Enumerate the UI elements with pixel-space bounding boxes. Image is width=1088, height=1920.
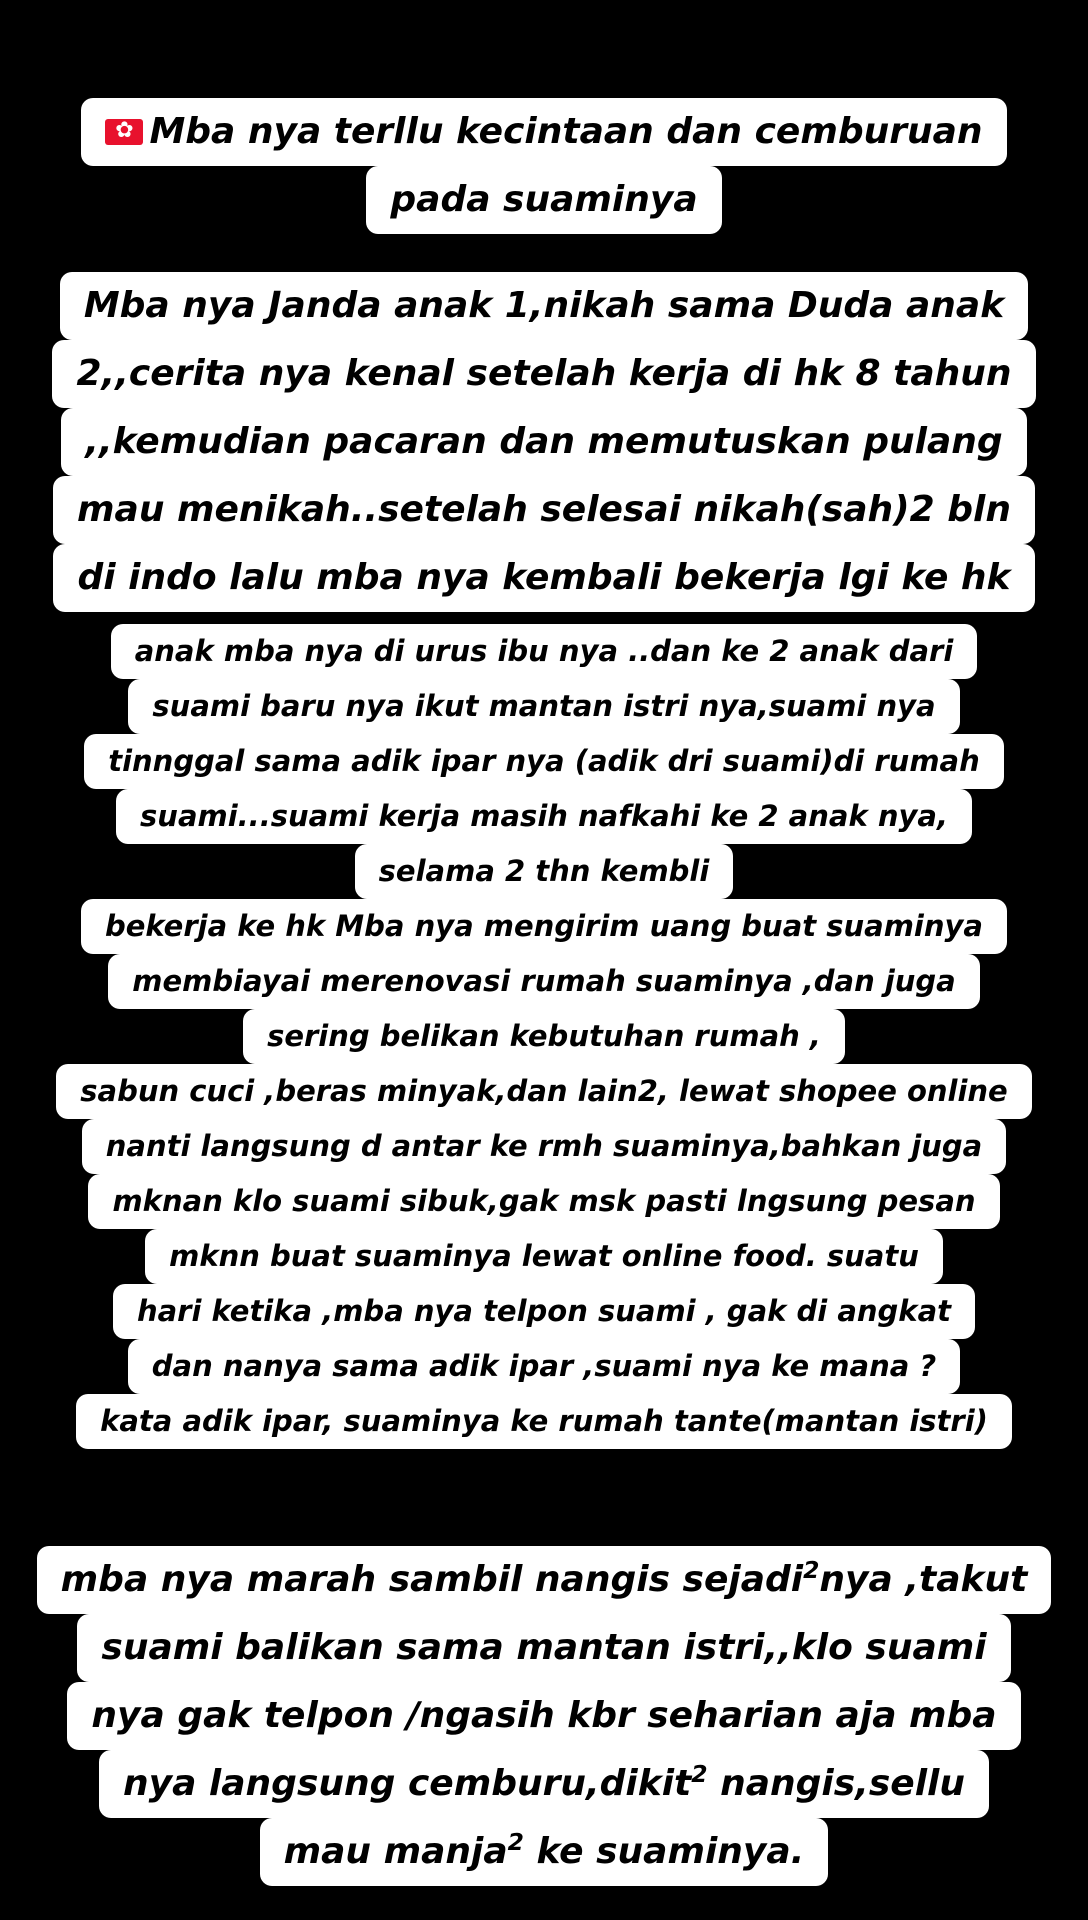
paragraph-1-line: Mba nya Janda anak 1,nikah sama Duda anak (60, 272, 1028, 340)
paragraph-1 (0, 272, 1088, 612)
paragraph-2-line: anak mba nya di urus ibu nya ..dan ke 2 anak dari (111, 624, 978, 679)
paragraph-2-line: mknan klo suami sibuk,gak msk pasti lngsung pesan (88, 1174, 999, 1229)
paragraph-2-line: hari ketika ,mba nya telpon suami , gak di angkat (113, 1284, 975, 1339)
paragraph-3-text: nangis,sellu (707, 1763, 965, 1804)
paragraph-3-line: nya gak telpon /ngasih kbr seharian aja mba (67, 1682, 1020, 1750)
paragraph-3-line (37, 1546, 1052, 1614)
paragraph-2-line: tinnggal sama adik ipar nya (adik dri suami)di rumah (84, 734, 1004, 789)
paragraph-1-line: mau menikah..setelah selesai nikah(sah)2 bln (53, 476, 1035, 544)
hong-kong-flag-icon (105, 119, 143, 145)
paragraph-2-line: sering belikan kebutuhan rumah , (243, 1009, 845, 1064)
paragraph-2-line: membiayai merenovasi rumah suaminya ,dan juga (108, 954, 980, 1009)
paragraph-2 (0, 624, 1088, 1449)
superscript-two: 2 (507, 1828, 524, 1856)
paragraph-1-line: di indo lalu mba nya kembali bekerja lgi ke hk (53, 544, 1034, 612)
paragraph-2-line: nanti langsung d antar ke rmh suaminya,bahkan juga (82, 1119, 1007, 1174)
paragraph-2-line: selama 2 thn kembli (355, 844, 734, 899)
superscript-two: 2 (803, 1556, 820, 1584)
paragraph-3-text: nya ,takut (819, 1559, 1028, 1600)
paragraph-3-text: mau manja (283, 1831, 508, 1872)
paragraph-3-text: ke suaminya. (523, 1831, 805, 1872)
title-text-1: Mba nya terllu kecintaan dan cemburuan (149, 111, 983, 152)
paragraph-3-line (99, 1750, 989, 1818)
title-block (0, 98, 1088, 234)
paragraph-2-line: mknn buat suaminya lewat online food. suatu (145, 1229, 943, 1284)
paragraph-3-line: suami balikan sama mantan istri,,klo suami (77, 1614, 1010, 1682)
paragraph-3-text: nya langsung cemburu,dikit (123, 1763, 692, 1804)
paragraph-2-line: sabun cuci ,beras minyak,dan lain2, lewat shopee online (56, 1064, 1031, 1119)
title-line-1 (81, 98, 1006, 166)
paragraph-2-line: suami baru nya ikut mantan istri nya,suami nya (128, 679, 959, 734)
paragraph-1-line: 2,,cerita nya kenal setelah kerja di hk 8 tahun (52, 340, 1035, 408)
paragraph-3 (0, 1546, 1088, 1886)
title-line-2: pada suaminya (366, 166, 721, 234)
paragraph-3-text: mba nya marah sambil nangis sejadi (60, 1559, 804, 1600)
paragraph-2-line: suami...suami kerja masih nafkahi ke 2 anak nya, (116, 789, 972, 844)
paragraph-3-line (260, 1818, 829, 1886)
paragraph-2-line: dan nanya sama adik ipar ,suami nya ke mana ? (128, 1339, 960, 1394)
paragraph-2-line: kata adik ipar, suaminya ke rumah tante(mantan istri) (76, 1394, 1012, 1449)
paragraph-1-line: ,,kemudian pacaran dan memutuskan pulang (61, 408, 1026, 476)
superscript-two: 2 (691, 1760, 708, 1788)
paragraph-2-line: bekerja ke hk Mba nya mengirim uang buat suaminya (81, 899, 1007, 954)
